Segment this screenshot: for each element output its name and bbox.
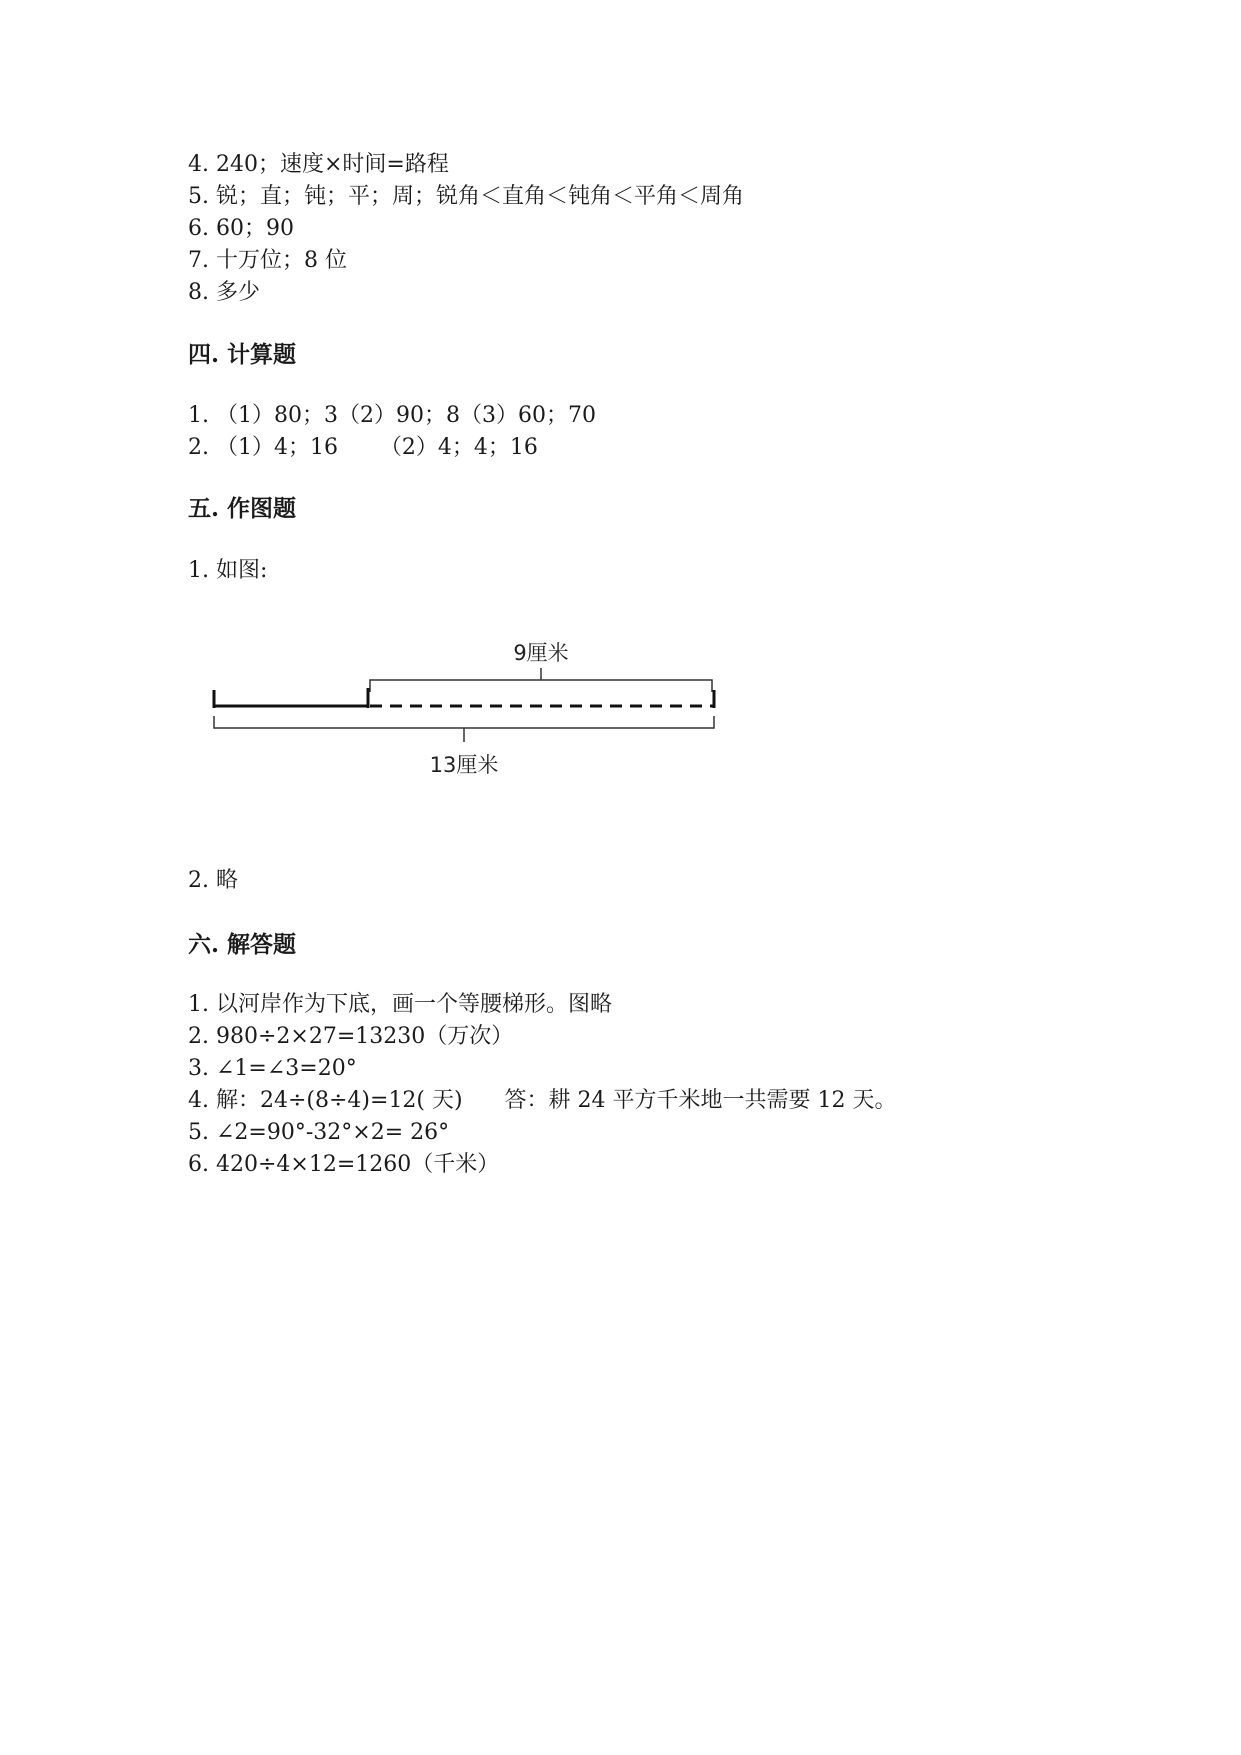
- answer-line-3-4: 4. 240；速度×时间=路程: [188, 152, 449, 177]
- top-length-label: 9厘米: [513, 641, 569, 665]
- answer-line-3-6: 6. 60；90: [188, 216, 294, 241]
- answer-line-5-2: 2. 略: [188, 868, 238, 893]
- bottom-brace: [214, 716, 714, 728]
- answer-line-6-2: 2. 980÷2×27=13230（万次）: [188, 1024, 514, 1049]
- answer-line-6-3: 3. ∠1=∠3=20°: [188, 1056, 357, 1081]
- section-heading-solutions: 六. 解答题: [188, 931, 297, 958]
- section-heading-drawing: 五. 作图题: [188, 495, 297, 522]
- answer-line-6-1: 1. 以河岸作为下底，画一个等腰梯形。图略: [188, 992, 612, 1017]
- answer-line-6-6: 6. 420÷4×12=1260（千米）: [188, 1152, 500, 1177]
- answer-line-3-7: 7. 十万位；8 位: [188, 248, 347, 273]
- answer-line-6-4: 4. 解：24÷(8÷4)=12( 天) 答：耕 24 平方千米地一共需要 12 天。: [188, 1088, 897, 1113]
- top-brace: [370, 680, 712, 692]
- section-heading-calculation: 四. 计算题: [188, 341, 297, 368]
- segment-diagram: [200, 640, 740, 800]
- answer-line-4-1: 1. （1）80；3（2）90；8（3）60；70: [188, 403, 596, 428]
- answer-line-4-2: 2. （1）4；16 （2）4；4；16: [188, 435, 538, 460]
- answer-line-5-1: 1. 如图:: [188, 558, 268, 583]
- answer-line-3-5: 5. 锐；直；钝；平；周；锐角＜直角＜钝角＜平角＜周角: [188, 184, 744, 209]
- answer-line-6-5: 5. ∠2=90°-32°×2= 26°: [188, 1120, 450, 1145]
- answer-line-3-8: 8. 多少: [188, 280, 260, 305]
- bottom-length-label: 13厘米: [429, 753, 499, 777]
